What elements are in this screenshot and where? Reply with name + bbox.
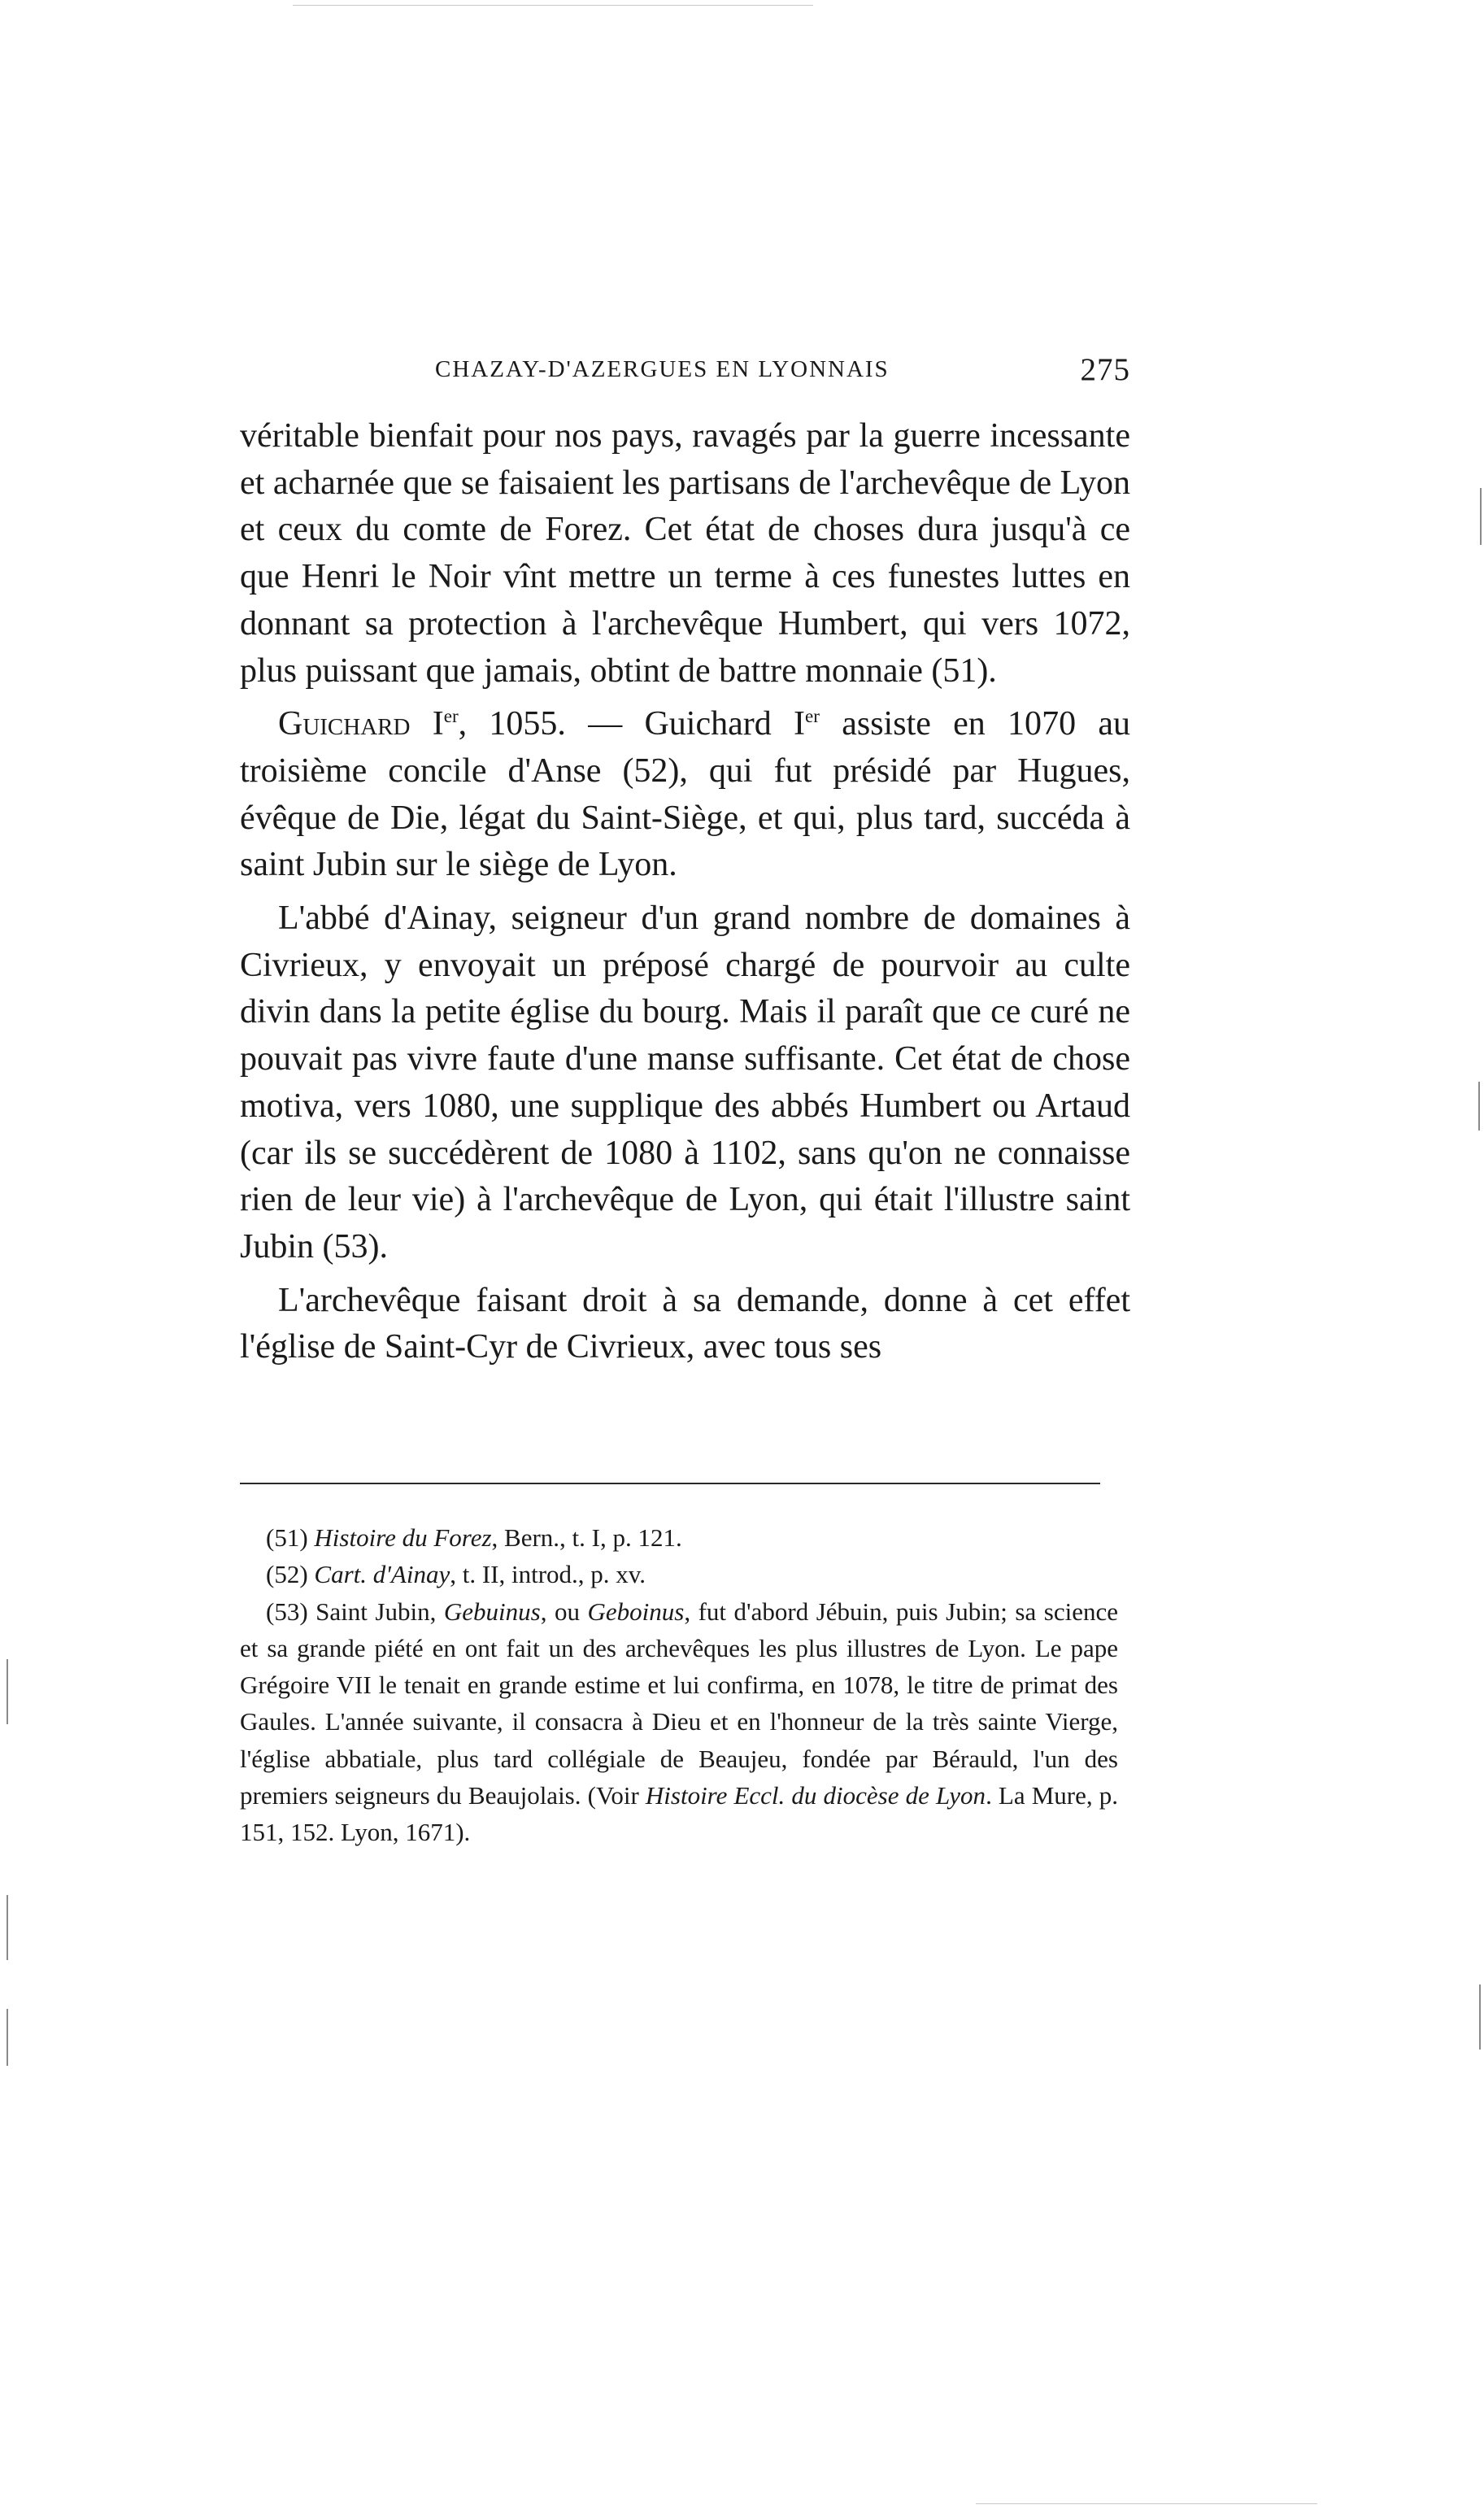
paragraph-2-after-name: , 1055. — Guichard I xyxy=(458,705,805,743)
footnote-53 xyxy=(240,1593,1118,1851)
scan-edge-mark xyxy=(1480,488,1482,545)
footnote-53-start: (53) Saint Jubin, xyxy=(266,1597,444,1626)
footnote-separator xyxy=(240,1483,1100,1484)
scan-edge-mark xyxy=(976,2503,1317,2504)
footnote-51 xyxy=(240,1519,1118,1556)
footnote-53-name1: Gebuinus xyxy=(443,1597,541,1626)
footnote-52-rest: , t. II, introd., p. xv. xyxy=(450,1560,646,1589)
footnote-52 xyxy=(240,1556,1118,1592)
paragraph-2-sup: er xyxy=(805,705,820,727)
footnote-51-number: (51) xyxy=(266,1523,315,1552)
scan-edge-mark xyxy=(1479,1984,1481,2050)
paragraph-2-name: Guichard I xyxy=(278,705,444,743)
footnote-53-reference: Histoire Eccl. du diocèse de Lyon xyxy=(645,1781,986,1810)
scan-edge-mark xyxy=(7,2009,8,2066)
scan-edge-mark xyxy=(1478,1082,1480,1130)
page-header xyxy=(240,351,1130,400)
paragraph-3: L'abbé d'Ainay, seigneur d'un grand nombre de domaines à Civrieux, y envoyait un préposé chargé de pourvoir au culte divin dans la petite église du bourg. Mais il paraît que ce curé ne pouvait pas vivre faute d'une manse suffisante. Cet état de chose motiva, vers 1080, une supplique des abbés Humbert ou Artaud (car ils se succédèrent de 1080 à 1102, sans qu'on ne connaisse rien de leur vie) à l'archevêque de Lyon, qui était l'illustre saint Jubin (53). xyxy=(240,900,1130,1266)
scan-edge-mark xyxy=(293,5,813,6)
footnote-52-title: Cart. d'Ainay xyxy=(314,1560,450,1589)
footnote-51-title: Histoire du Forez xyxy=(314,1523,492,1552)
main-text xyxy=(240,413,1130,1378)
paragraph-2-rest: assiste en 1070 au troisième concile d'Anse (52), qui fut présidé par Hugues, évêque de Die, légat du Saint-Siège, et qui, plus tard, succéda à saint Jubin sur le siège de Lyon. xyxy=(240,705,1130,884)
paragraph-2-name-sup: er xyxy=(443,705,459,727)
page-number: 275 xyxy=(1080,352,1130,387)
paragraph-1: véritable bienfait pour nos pays, ravagés par la guerre incessante et acharnée que se faisaient les partisans de l'archevêque de Lyon et ceux du comte de Forez. Cet état de choses dura jusqu'à ce que Henri le Noir vînt mettre un terme à ces funestes luttes en donnant sa protection à l'archevêque Humbert, qui vers 1072, plus puissant que jamais, obtint de battre monnaie (51). xyxy=(240,417,1130,690)
footnotes xyxy=(240,1519,1118,1851)
scan-edge-mark xyxy=(7,1895,8,1960)
running-title: CHAZAY-D'AZERGUES EN LYONNAIS xyxy=(435,356,890,382)
footnote-52-number: (52) xyxy=(266,1560,315,1589)
paragraph-2 xyxy=(240,701,1130,889)
scan-edge-mark xyxy=(7,1659,8,1724)
footnote-53-end: . La Mure, p. 151, 152. Lyon, 1671). xyxy=(240,1781,1119,1847)
footnote-53-name2: Geboinus xyxy=(587,1597,685,1626)
paragraph-4: L'archevêque faisant droit à sa demande, donne à cet effet l'église de Saint-Cyr de Civrieux, avec tous ses xyxy=(240,1281,1130,1366)
footnote-51-rest: , Bern., t. I, p. 121. xyxy=(491,1523,682,1552)
footnote-53-text: , fut d'abord Jébuin, puis Jubin; sa science et sa grande piété en ont fait un des archevêques les plus illustres de Lyon. Le pape Grégoire VII le tenait en grande estime et lui confirma, en 1078, le titre de primat des Gaules. L'année suivante, il consacra à Dieu et en l'honneur de la très sainte Vierge, l'église abbatiale, plus tard collégiale de Beaujeu, fondée par Bérauld, l'un des premiers seigneurs du Beaujolais. (Voir xyxy=(240,1597,1118,1810)
footnote-53-mid: , ou xyxy=(540,1597,588,1626)
